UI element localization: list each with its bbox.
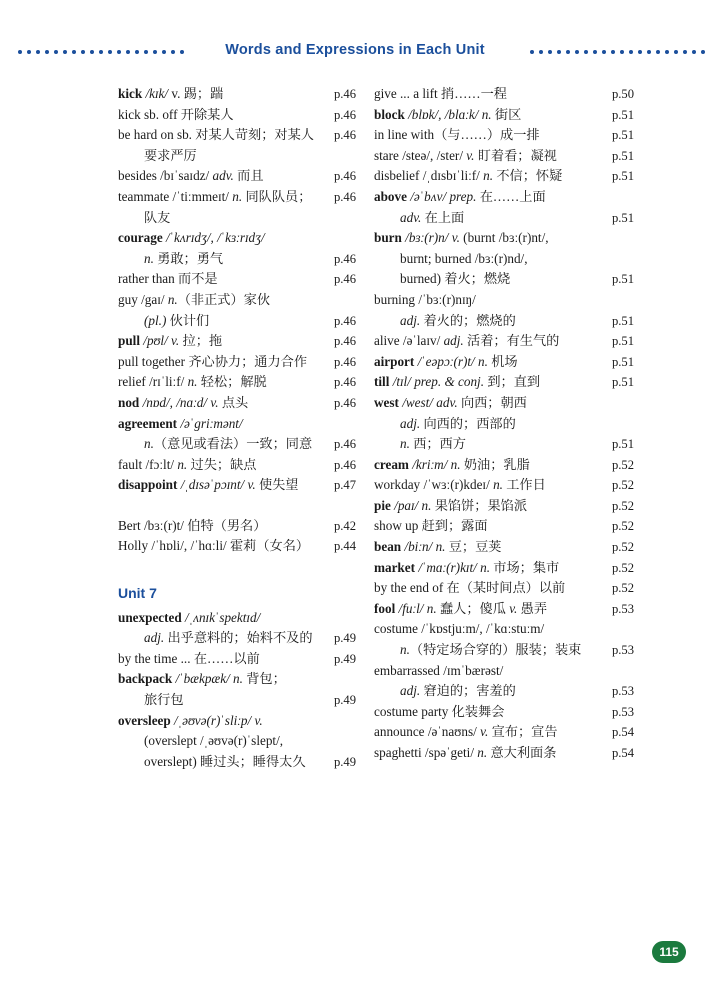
- entry-text: airport /ˈeəpɔː(r)t/ n. 机场: [374, 353, 518, 369]
- entry-page-ref: p.46: [333, 169, 356, 184]
- entry-page-ref: p.53: [611, 643, 634, 658]
- dictionary-entry: [118, 455, 356, 476]
- entry-page-ref: p.46: [333, 395, 356, 410]
- entry-text: (pl.) 伙计们: [144, 312, 210, 328]
- entry-line: [118, 455, 356, 476]
- entry-text: guy /gaɪ/ n.（非正式）家伙: [118, 291, 271, 307]
- entry-line: [118, 249, 356, 270]
- dictionary-entry: [374, 599, 634, 620]
- entry-page-ref: p.51: [611, 313, 634, 328]
- entry-line: [118, 331, 356, 352]
- entry-page-ref: p.51: [611, 128, 634, 143]
- entry-line: [374, 187, 634, 208]
- entry-page-ref: p.46: [333, 189, 356, 204]
- dictionary-entry: [374, 619, 634, 660]
- entry-text: adj. 着火的；燃烧的: [400, 312, 516, 328]
- entry-line: [118, 105, 356, 126]
- dictionary-entry: [118, 608, 356, 649]
- entry-line: [374, 661, 634, 682]
- entry-text: relief /rɪˈliːf/ n. 轻松；解脱: [118, 374, 267, 390]
- dictionary-entry: [374, 290, 634, 331]
- entry-text: disbelief /ˌdɪsbɪˈliːf/ n. 不信；怀疑: [374, 168, 563, 184]
- dictionary-entry: [374, 496, 634, 517]
- entry-page-ref: p.46: [333, 107, 356, 122]
- dictionary-entry: [118, 516, 356, 537]
- entry-line: [374, 702, 634, 723]
- entry-page-ref: p.52: [611, 581, 634, 596]
- entry-page-ref: p.52: [611, 540, 634, 555]
- dictionary-entry: [118, 290, 356, 331]
- entry-line: [118, 372, 356, 393]
- dictionary-entry: [118, 352, 356, 373]
- dictionary-entry: [374, 455, 634, 476]
- dictionary-entry: [374, 352, 634, 373]
- entry-line: [374, 372, 634, 393]
- entry-line: [374, 393, 634, 414]
- dictionary-entry: [374, 743, 634, 764]
- dictionary-entry: [118, 187, 356, 228]
- word-list-right-column: [374, 84, 634, 764]
- dictionary-entry: [118, 331, 356, 352]
- dictionary-entry: [374, 475, 634, 496]
- entry-text: pull /pʊl/ v. 拉；拖: [118, 333, 223, 349]
- entry-page-ref: p.46: [333, 437, 356, 452]
- dictionary-entry: [374, 393, 634, 455]
- dictionary-entry: [374, 84, 634, 105]
- dictionary-entry: [374, 146, 634, 167]
- header-dots-right: [530, 50, 710, 54]
- entry-page-ref: p.51: [611, 107, 634, 122]
- entry-line: [374, 640, 634, 661]
- entry-text: bean /biːn/ n. 豆；豆荚: [374, 539, 502, 555]
- dictionary-entry: [374, 702, 634, 723]
- entry-line: [374, 599, 634, 620]
- entry-text: in line with（与……）成一排: [374, 127, 540, 143]
- entry-page-ref: p.51: [611, 354, 634, 369]
- entry-text: burn /bɜː(r)n/ v. (burnt /bɜː(r)nt/,: [374, 230, 549, 246]
- entry-text: unexpected /ˌʌnɪkˈspektɪd/: [118, 609, 261, 625]
- dictionary-entry: [374, 187, 634, 228]
- dictionary-entry: [374, 722, 634, 743]
- entry-text: Holly /ˈhɒli/, /ˈhɑːli/ 霍莉（女名）: [118, 538, 310, 554]
- entry-line: [118, 414, 356, 435]
- dictionary-entry: [374, 105, 634, 126]
- entry-page-ref: p.53: [611, 684, 634, 699]
- dictionary-entry: [118, 105, 356, 126]
- entry-line: [374, 125, 634, 146]
- entry-text: n. 西；西方: [400, 436, 466, 452]
- entry-line: [374, 208, 634, 229]
- list-spacer: [118, 557, 356, 577]
- entry-text: rather than 而不是: [118, 271, 218, 287]
- entry-page-ref: p.51: [611, 334, 634, 349]
- entry-text: alive /əˈlaɪv/ adj. 活着；有生气的: [374, 333, 560, 349]
- entry-line: [374, 414, 634, 435]
- entry-line: [374, 434, 634, 455]
- dictionary-entry: [118, 269, 356, 290]
- entry-page-ref: p.51: [611, 272, 634, 287]
- entry-text: 要求严厉: [144, 147, 197, 163]
- entry-line: [118, 125, 356, 146]
- entry-text: cream /kriːm/ n. 奶油；乳脂: [374, 456, 530, 472]
- entry-text: n.（特定场合穿的）服装；装束: [400, 642, 582, 658]
- entry-text: by the end of 在（某时间点）以前: [374, 580, 566, 596]
- entry-line: [118, 608, 356, 629]
- entry-text: costume /ˈkɒstjuːm/, /ˈkɑːstuːm/: [374, 621, 545, 637]
- entry-text: adv. 在上面: [400, 209, 465, 225]
- entry-text: stare /steə/, /ster/ v. 盯着看；凝视: [374, 147, 557, 163]
- entry-line: [374, 269, 634, 290]
- entry-line: [374, 722, 634, 743]
- entry-line: [118, 731, 356, 752]
- dictionary-entry: [118, 649, 356, 670]
- entry-text: by the time ... 在……以前: [118, 650, 260, 666]
- entry-line: [374, 496, 634, 517]
- entry-text: n.（意见或看法）一致；同意: [144, 436, 313, 452]
- entry-line: [374, 311, 634, 332]
- entry-text: costume party 化装舞会: [374, 703, 505, 719]
- entry-line: [118, 290, 356, 311]
- entry-text: pull together 齐心协力；通力合作: [118, 353, 308, 369]
- entry-page-ref: p.46: [333, 375, 356, 390]
- dictionary-entry: [374, 516, 634, 537]
- entry-line: [374, 558, 634, 579]
- entry-page-ref: p.51: [611, 210, 634, 225]
- entry-line: [374, 455, 634, 476]
- entry-page-ref: p.46: [333, 354, 356, 369]
- entry-line: [118, 516, 356, 537]
- entry-line: [118, 228, 356, 249]
- dictionary-entry: [118, 372, 356, 393]
- entry-text: n. 勇敢；勇气: [144, 250, 224, 266]
- entry-page-ref: p.52: [611, 560, 634, 575]
- entry-line: [118, 434, 356, 455]
- entry-line: [374, 743, 634, 764]
- dictionary-entry: [118, 536, 356, 557]
- entry-page-ref: p.52: [611, 519, 634, 534]
- entry-text: block /blɒk/, /blɑːk/ n. 街区: [374, 106, 522, 122]
- dictionary-entry: [374, 558, 634, 579]
- entry-text: besides /bɪˈsaɪdz/ adv. 而且: [118, 168, 264, 184]
- entry-page-ref: p.46: [333, 128, 356, 143]
- entry-text: spaghetti /spəˈgeti/ n. 意大利面条: [374, 745, 557, 760]
- entry-line: [118, 628, 356, 649]
- entry-page-ref: p.52: [611, 478, 634, 493]
- entry-line: [374, 537, 634, 558]
- entry-text: burned) 着火；燃烧: [400, 271, 511, 287]
- entry-page-ref: p.49: [333, 631, 356, 646]
- entry-text: adj. 出乎意料的；始料不及的: [144, 630, 313, 646]
- entry-text: west /west/ adv. 向西；朝西: [374, 394, 527, 410]
- entry-page-ref: p.51: [611, 169, 634, 184]
- entry-line: [118, 393, 356, 414]
- entry-line: [374, 105, 634, 126]
- entry-page-ref: p.52: [611, 457, 634, 472]
- entry-page-ref: p.50: [611, 87, 634, 101]
- entry-page-ref: p.51: [611, 148, 634, 163]
- entry-page-ref: p.51: [611, 375, 634, 390]
- entry-line: [118, 669, 356, 690]
- page-header: [0, 42, 710, 68]
- entry-page-ref: p.49: [333, 693, 356, 708]
- entry-page-ref: p.44: [333, 539, 356, 554]
- entry-text: fault /fɔːlt/ n. 过失；缺点: [118, 456, 257, 472]
- entry-text: burnt; burned /bɜː(r)nd/,: [400, 250, 528, 266]
- dictionary-entry: [118, 228, 356, 269]
- entry-page-ref: p.54: [611, 746, 634, 760]
- entry-text: fool /fuːl/ n. 蠢人；傻瓜 v. 愚弄: [374, 600, 548, 616]
- entry-line: [374, 578, 634, 599]
- entry-line: [374, 352, 634, 373]
- entry-page-ref: p.47: [333, 478, 356, 493]
- entry-text: kick sb. off 开除某人: [118, 106, 234, 122]
- entry-line: [374, 516, 634, 537]
- entry-text: backpack /ˈbækpæk/ n. 背包；: [118, 671, 286, 687]
- entry-line: [374, 84, 634, 105]
- entry-text: announce /əˈnaʊns/ v. 宣布；宣告: [374, 724, 558, 740]
- entry-page-ref: p.42: [333, 518, 356, 533]
- dictionary-entry: [374, 372, 634, 393]
- entry-page-ref: p.51: [611, 437, 634, 452]
- entry-line: [118, 187, 356, 208]
- entry-line: [374, 475, 634, 496]
- entry-page-ref: p.46: [333, 272, 356, 287]
- entry-text: nod /nɒd/, /nɑːd/ v. 点头: [118, 394, 249, 410]
- dictionary-entry: [118, 166, 356, 187]
- entry-text: (overslept /ˌəʊvə(r)ˈslept/,: [144, 733, 284, 749]
- unit-heading: Unit 7: [118, 585, 157, 602]
- entry-line: [118, 475, 356, 496]
- entry-page-ref: p.46: [333, 313, 356, 328]
- entry-line: [118, 146, 356, 167]
- entry-line: [374, 228, 634, 249]
- dictionary-entry: [374, 125, 634, 146]
- list-spacer: [118, 496, 356, 516]
- entry-text: adj. 向西的；西部的: [400, 415, 516, 431]
- entry-page-ref: p.53: [611, 601, 634, 616]
- dictionary-entry: [374, 331, 634, 352]
- dictionary-entry: [374, 228, 634, 290]
- page-number-badge: 115: [652, 941, 686, 963]
- entry-line: [118, 269, 356, 290]
- entry-line: [374, 290, 634, 311]
- entry-page-ref: p.46: [333, 251, 356, 266]
- dictionary-entry: [374, 537, 634, 558]
- entry-page-ref: p.52: [611, 498, 634, 513]
- entry-line: [374, 249, 634, 270]
- entry-line: [118, 649, 356, 670]
- entry-text: 旅行包: [144, 692, 184, 708]
- entry-text: be hard on sb. 对某人苛刻；对某人: [118, 127, 314, 143]
- entry-text: workday /ˈwɜː(r)kdeɪ/ n. 工作日: [374, 477, 546, 493]
- word-list-left-column: [118, 84, 356, 772]
- page-title: Words and Expressions in Each Unit: [225, 42, 485, 58]
- entry-text: courage /ˈkʌrɪdʒ/, /ˈkɜːrɪdʒ/: [118, 230, 265, 246]
- entry-line: [118, 208, 356, 229]
- entry-line: [374, 166, 634, 187]
- entry-page-ref: p.49: [333, 651, 356, 666]
- dictionary-entry: [374, 166, 634, 187]
- dictionary-entry: [118, 669, 356, 710]
- entry-text: agreement /əˈgriːmənt/: [118, 415, 243, 431]
- entry-text: show up 赶到；露面: [374, 518, 488, 534]
- dictionary-entry: [118, 125, 356, 166]
- entry-text: overslept) 睡过头；睡得太久: [144, 753, 306, 769]
- entry-page-ref: p.54: [611, 725, 634, 740]
- entry-text: disappoint /ˌdɪsəˈpɔɪnt/ v. 使失望: [118, 477, 299, 493]
- entry-line: [118, 711, 356, 732]
- entry-line: [118, 352, 356, 373]
- entry-text: embarrassed /ɪmˈbærəst/: [374, 662, 504, 678]
- entry-text: give ... a lift 捎……一程: [374, 86, 507, 101]
- entry-text: oversleep /ˌəʊvə(r)ˈsliːp/ v.: [118, 712, 263, 728]
- entry-line: [118, 311, 356, 332]
- entry-line: [374, 681, 634, 702]
- entry-text: adj. 窘迫的；害羞的: [400, 683, 516, 699]
- entry-text: above /əˈbʌv/ prep. 在……上面: [374, 188, 546, 204]
- entry-line: [118, 690, 356, 711]
- entry-page-ref: p.46: [333, 457, 356, 472]
- entry-line: [118, 84, 356, 105]
- entry-line: [374, 619, 634, 640]
- dictionary-entry: [118, 393, 356, 414]
- entry-page-ref: p.46: [333, 87, 356, 101]
- entry-line: [374, 331, 634, 352]
- entry-text: burning /ˈbɜː(r)nɪŋ/: [374, 291, 476, 307]
- dictionary-entry: [118, 711, 356, 773]
- entry-text: Bert /bɜː(r)t/ 伯特（男名）: [118, 517, 267, 533]
- dictionary-entry: [118, 414, 356, 455]
- entry-page-ref: p.53: [611, 704, 634, 719]
- entry-line: [374, 146, 634, 167]
- entry-text: teammate /ˈtiːmmeɪt/ n. 同队队员；: [118, 188, 312, 204]
- entry-line: [118, 166, 356, 187]
- entry-text: pie /paɪ/ n. 果馅饼；果馅派: [374, 497, 528, 513]
- entry-text: market /ˈmɑː(r)kɪt/ n. 市场；集市: [374, 559, 560, 575]
- entry-line: [118, 536, 356, 557]
- entry-line: [118, 752, 356, 773]
- dictionary-entry: [118, 84, 356, 105]
- dictionary-entry: [374, 578, 634, 599]
- dictionary-entry: [374, 661, 634, 702]
- entry-text: kick /kɪk/ v. 踢；踹: [118, 86, 224, 101]
- entry-page-ref: p.49: [333, 754, 356, 769]
- entry-text: till /tɪl/ prep. & conj. 到；直到: [374, 374, 541, 390]
- entry-text: 队友: [144, 209, 171, 225]
- entry-page-ref: p.46: [333, 334, 356, 349]
- dictionary-entry: [118, 475, 356, 496]
